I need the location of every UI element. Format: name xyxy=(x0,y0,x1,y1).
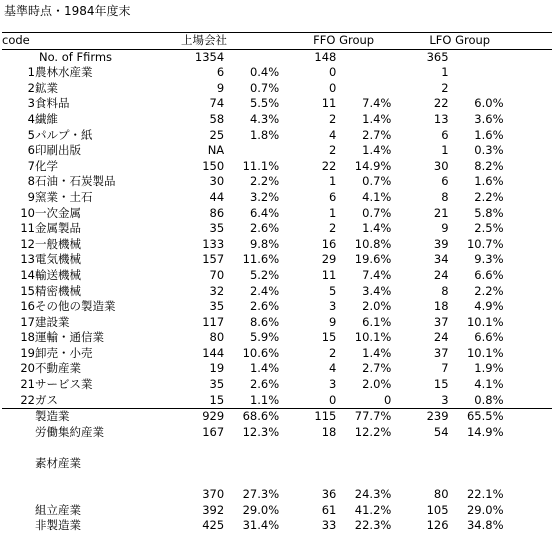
row-ffo-count: 11 xyxy=(321,96,337,111)
row-listed-pct: 5.2% xyxy=(249,267,280,282)
row-lfo-pct xyxy=(449,81,504,97)
row-lfo-pct: 3.6% xyxy=(474,111,504,126)
row-lfo-pct: 10.7% xyxy=(466,236,504,251)
summary-lfo-pct: 22.1% xyxy=(466,487,504,502)
table-row xyxy=(2,174,552,190)
row-code: 16 xyxy=(20,299,35,314)
row-code: 22 xyxy=(2,393,35,409)
row-lfo-pct: 8.2% xyxy=(474,158,504,173)
row-listed-pct: 3.2% xyxy=(249,189,280,204)
row-ffo-count: 9 xyxy=(329,314,337,329)
row-lfo-count: 37 xyxy=(433,345,449,360)
summary-lfo-pct: 14.9% xyxy=(466,424,504,439)
row-listed-count: 6 xyxy=(216,65,225,80)
row-code: 14 xyxy=(20,267,35,282)
row-lfo-count: 3 xyxy=(391,393,448,409)
row-industry-name: 一次金属 xyxy=(34,205,81,220)
row-code: 7 xyxy=(27,158,35,173)
row-listed-pct: 2.2% xyxy=(249,174,280,189)
row-lfo-count: 2 xyxy=(441,80,449,95)
summary-listed-pct: 29.0% xyxy=(242,502,280,517)
row-ffo-count: 15 xyxy=(321,330,337,345)
row-ffo-pct: 0.7% xyxy=(362,174,392,189)
nfirms-lfo: 365 xyxy=(426,49,449,64)
row-industry-name: 運輸・通信業 xyxy=(34,330,104,345)
header-lfo-group: LFO Group xyxy=(391,33,503,50)
row-code: 4 xyxy=(27,111,35,126)
row-ffo-pct xyxy=(336,81,391,97)
row-ffo-pct: 1.4% xyxy=(362,111,392,126)
row-lfo-pct: 9.3% xyxy=(474,252,504,267)
row-listed-pct: 1.1% xyxy=(224,393,279,409)
row-listed-count: 19 xyxy=(209,361,225,376)
row-lfo-count: 8 xyxy=(441,189,449,204)
row-listed-pct: 10.6% xyxy=(242,345,280,360)
row-code: 19 xyxy=(20,345,35,360)
row-industry-name: パルプ・紙 xyxy=(34,127,93,142)
header-listed-companies: 上場会社 xyxy=(167,33,279,50)
summary-listed-pct: 27.3% xyxy=(242,487,280,502)
row-industry-name: 一般機械 xyxy=(34,236,81,251)
row-industry-name: 石油・石炭製品 xyxy=(34,174,116,189)
table-row xyxy=(2,252,552,268)
row-lfo-count: 13 xyxy=(433,111,449,126)
row-ffo-pct: 0 xyxy=(336,393,391,409)
nfirms-row xyxy=(2,49,552,65)
row-lfo-pct: 2.5% xyxy=(474,221,504,236)
table-row xyxy=(2,284,552,300)
summary-listed-count: 167 xyxy=(202,424,225,439)
row-code: 2 xyxy=(27,80,35,95)
row-lfo-pct: 4.9% xyxy=(474,299,504,314)
row-ffo-count: 5 xyxy=(329,283,337,298)
row-industry-name: 印刷出版 xyxy=(34,143,81,158)
summary-label: 製造業 xyxy=(34,409,70,424)
row-lfo-count: 18 xyxy=(433,299,449,314)
summary-label: 非製造業 xyxy=(34,518,81,533)
row-ffo-pct: 7.4% xyxy=(362,96,392,111)
row-lfo-pct xyxy=(449,65,504,81)
summary-label: 組立産業 xyxy=(34,502,81,517)
row-code: 15 xyxy=(20,283,35,298)
row-lfo-pct: 5.8% xyxy=(474,205,504,220)
row-listed-count: 86 xyxy=(209,205,225,220)
row-industry-name: 窯業・土石 xyxy=(34,189,93,204)
row-ffo-pct: 6.1% xyxy=(362,314,392,329)
row-code: 6 xyxy=(27,143,35,158)
row-lfo-pct: 6.6% xyxy=(474,330,504,345)
row-ffo-count: 6 xyxy=(329,189,337,204)
summary-listed-count: 370 xyxy=(202,487,225,502)
row-listed-count: 58 xyxy=(209,111,225,126)
row-lfo-count: 7 xyxy=(441,361,449,376)
table-row xyxy=(2,330,552,346)
row-listed-count: 157 xyxy=(202,252,225,267)
row-code: 18 xyxy=(20,330,35,345)
row-ffo-pct: 3.4% xyxy=(362,283,392,298)
summary-row-materials xyxy=(2,487,552,503)
summary-listed-count: 929 xyxy=(202,409,225,424)
row-lfo-pct: 2.2% xyxy=(474,189,504,204)
row-code: 8 xyxy=(27,174,35,189)
table-body xyxy=(2,49,552,534)
row-code: 21 xyxy=(20,377,35,392)
spacer-row xyxy=(2,472,552,488)
row-listed-pct: 2.4% xyxy=(249,283,280,298)
summary-row-labor-intensive xyxy=(2,425,552,441)
summary-listed-count: 425 xyxy=(202,518,225,533)
row-lfo-count: 37 xyxy=(433,314,449,329)
row-lfo-count: 1 xyxy=(441,65,449,80)
summary-ffo-count: 115 xyxy=(314,409,337,424)
table-row xyxy=(2,65,552,81)
row-listed-pct: 2.6% xyxy=(249,377,280,392)
row-lfo-pct: 0.3% xyxy=(474,143,504,158)
summary-label xyxy=(35,487,167,503)
row-ffo-pct: 10.8% xyxy=(354,236,392,251)
row-listed-pct: 2.6% xyxy=(249,221,280,236)
row-listed-pct: 1.8% xyxy=(249,127,280,142)
row-ffo-count: 3 xyxy=(329,377,337,392)
row-industry-name: 食料品 xyxy=(34,96,70,111)
table-row xyxy=(2,346,552,362)
summary-row-manufacturing xyxy=(2,409,552,425)
row-ffo-pct: 14.9% xyxy=(354,158,392,173)
summary-label: 労働集約産業 xyxy=(34,424,104,439)
row-lfo-pct: 10.1% xyxy=(466,345,504,360)
row-industry-name: 卸売・小売 xyxy=(34,345,93,360)
summary-lfo-pct: 65.5% xyxy=(466,409,504,424)
row-lfo-count: 24 xyxy=(433,330,449,345)
row-lfo-pct: 1.6% xyxy=(474,127,504,142)
row-lfo-count: 22 xyxy=(433,96,449,111)
table-row xyxy=(2,268,552,284)
row-listed-count: 70 xyxy=(209,267,225,282)
summary-ffo-pct: 41.2% xyxy=(354,502,392,517)
page-title: 基準時点・1984年度末 xyxy=(4,4,131,18)
summary-lfo-pct: 29.0% xyxy=(466,502,504,517)
row-industry-name: 建設業 xyxy=(34,314,70,329)
row-ffo-count: 1 xyxy=(329,174,337,189)
summary-row-assembly xyxy=(2,503,552,519)
table-row xyxy=(2,299,552,315)
row-lfo-count: 30 xyxy=(433,158,449,173)
table-row xyxy=(2,190,552,206)
row-lfo-count: 15 xyxy=(433,377,449,392)
summary-ffo-pct: 12.2% xyxy=(354,424,392,439)
row-listed-count: NA xyxy=(207,143,225,158)
summary-lfo-count: 54 xyxy=(433,424,449,439)
row-listed-count: 30 xyxy=(209,174,225,189)
row-lfo-pct: 6.6% xyxy=(474,267,504,282)
row-industry-name: 不動産業 xyxy=(34,361,81,376)
table-row xyxy=(2,393,552,409)
row-listed-pct: 0.7% xyxy=(249,80,280,95)
table-row xyxy=(2,221,552,237)
row-code: 10 xyxy=(20,205,35,220)
row-ffo-pct: 2.7% xyxy=(362,361,392,376)
row-ffo-count: 29 xyxy=(321,252,337,267)
row-ffo-count: 11 xyxy=(321,267,337,282)
row-code: 11 xyxy=(20,221,35,236)
row-ffo-count: 2 xyxy=(329,221,337,236)
row-code: 5 xyxy=(27,127,35,142)
summary-ffo-pct: 22.3% xyxy=(354,518,392,533)
table-row xyxy=(2,377,552,393)
row-listed-pct: 2.6% xyxy=(249,299,280,314)
nfirms-ffo: 148 xyxy=(314,49,337,64)
row-industry-name: ガス xyxy=(35,393,167,409)
row-industry-name: 電気機械 xyxy=(34,252,81,267)
row-listed-pct: 6.4% xyxy=(249,205,280,220)
spacer-row xyxy=(2,440,552,456)
row-lfo-count: 9 xyxy=(441,221,449,236)
row-listed-pct: 5.9% xyxy=(249,330,280,345)
row-code: 12 xyxy=(20,236,35,251)
header-code: code xyxy=(2,33,167,50)
row-ffo-count: 16 xyxy=(321,236,337,251)
summary-listed-pct: 68.6% xyxy=(242,409,280,424)
row-industry-name: その他の製造業 xyxy=(34,299,116,314)
row-ffo-count: 0 xyxy=(329,65,337,80)
table-row xyxy=(2,81,552,97)
row-lfo-count: 34 xyxy=(433,252,449,267)
row-lfo-pct: 1.6% xyxy=(474,174,504,189)
row-ffo-pct: 2.0% xyxy=(362,377,392,392)
row-ffo-count: 2 xyxy=(329,111,337,126)
summary-ffo-count: 18 xyxy=(321,424,337,439)
row-code: 3 xyxy=(27,96,35,111)
summary-lfo-count: 239 xyxy=(426,409,449,424)
row-listed-count: 15 xyxy=(167,393,224,409)
row-lfo-pct: 10.1% xyxy=(466,314,504,329)
summary-listed-count: 392 xyxy=(202,502,225,517)
row-listed-count: 144 xyxy=(202,345,225,360)
row-listed-count: 35 xyxy=(209,377,225,392)
summary-listed-pct: 12.3% xyxy=(242,424,280,439)
row-industry-name: サービス業 xyxy=(34,377,93,392)
row-lfo-pct: 6.0% xyxy=(474,96,504,111)
row-ffo-pct: 2.0% xyxy=(362,299,392,314)
row-lfo-count: 21 xyxy=(433,205,449,220)
nfirms-listed: 1354 xyxy=(194,49,225,64)
row-ffo-pct: 1.4% xyxy=(362,143,392,158)
row-listed-pct: 9.8% xyxy=(249,236,280,251)
row-ffo-pct: 1.4% xyxy=(362,221,392,236)
summary-row-non-manufacturing xyxy=(2,518,552,534)
table-header-row xyxy=(2,33,552,50)
row-listed-pct: 8.6% xyxy=(249,314,280,329)
row-industry-name: 化学 xyxy=(34,158,58,173)
row-lfo-pct: 2.2% xyxy=(474,283,504,298)
row-ffo-count: 3 xyxy=(329,299,337,314)
row-industry-name: 輸送機械 xyxy=(34,267,81,282)
table-row xyxy=(2,237,552,253)
row-code: 13 xyxy=(20,252,35,267)
row-ffo-count: 4 xyxy=(329,361,337,376)
row-listed-count: 117 xyxy=(202,314,225,329)
row-code: 9 xyxy=(27,189,35,204)
row-lfo-pct: 1.9% xyxy=(474,361,504,376)
summary-lfo-count: 126 xyxy=(426,518,449,533)
row-listed-count: 35 xyxy=(209,299,225,314)
table-row xyxy=(2,128,552,144)
row-listed-count: 80 xyxy=(209,330,225,345)
row-lfo-count: 39 xyxy=(433,236,449,251)
materials-label: 素材産業 xyxy=(34,456,81,471)
row-code: 17 xyxy=(20,314,35,329)
row-lfo-count: 6 xyxy=(441,127,449,142)
row-ffo-pct xyxy=(336,65,391,81)
table-row xyxy=(2,143,552,159)
row-lfo-count: 24 xyxy=(433,267,449,282)
row-ffo-pct: 4.1% xyxy=(362,189,392,204)
row-listed-count: 150 xyxy=(202,158,225,173)
row-listed-count: 32 xyxy=(209,283,225,298)
row-ffo-count: 2 xyxy=(329,143,337,158)
row-ffo-count: 2 xyxy=(329,345,337,360)
table-row xyxy=(2,96,552,112)
row-ffo-count: 22 xyxy=(321,158,337,173)
row-ffo-count: 1 xyxy=(329,205,337,220)
row-listed-count: 74 xyxy=(209,96,225,111)
row-listed-count: 44 xyxy=(209,189,225,204)
row-ffo-pct: 19.6% xyxy=(354,252,392,267)
row-code: 20 xyxy=(20,361,35,376)
row-ffo-pct: 0.7% xyxy=(362,205,392,220)
row-listed-count: 35 xyxy=(209,221,225,236)
row-listed-pct: 4.3% xyxy=(249,111,280,126)
table-row xyxy=(2,315,552,331)
summary-ffo-pct: 24.3% xyxy=(354,487,392,502)
summary-ffo-pct: 77.7% xyxy=(354,409,392,424)
row-listed-pct: 0.4% xyxy=(249,65,280,80)
header-ffo-group: FFO Group xyxy=(279,33,391,50)
row-industry-name: 精密機械 xyxy=(34,283,81,298)
row-listed-pct: 11.1% xyxy=(242,158,280,173)
row-industry-name: 鉱業 xyxy=(34,80,58,95)
summary-row-materials-label xyxy=(2,456,552,472)
row-lfo-count: 1 xyxy=(441,143,449,158)
row-industry-name: 繊維 xyxy=(34,111,58,126)
row-industry-name: 農林水産業 xyxy=(34,65,93,80)
row-ffo-pct: 2.7% xyxy=(362,127,392,142)
row-lfo-pct: 0.8% xyxy=(449,393,504,409)
row-lfo-count: 8 xyxy=(441,283,449,298)
row-listed-count: 9 xyxy=(216,80,225,95)
row-industry-name: 金属製品 xyxy=(34,221,81,236)
row-ffo-count: 0 xyxy=(279,393,336,409)
row-lfo-count: 6 xyxy=(441,174,449,189)
row-listed-pct: 5.5% xyxy=(249,96,280,111)
summary-ffo-count: 36 xyxy=(321,487,337,502)
row-listed-pct: 1.4% xyxy=(249,361,280,376)
summary-lfo-pct: 34.8% xyxy=(466,518,504,533)
summary-lfo-count: 80 xyxy=(433,487,449,502)
row-lfo-pct: 4.1% xyxy=(474,377,504,392)
summary-listed-pct: 31.4% xyxy=(242,518,280,533)
row-listed-pct xyxy=(224,143,279,159)
table-row xyxy=(2,159,552,175)
row-listed-count: 133 xyxy=(202,236,225,251)
summary-ffo-count: 61 xyxy=(321,502,337,517)
row-listed-count: 25 xyxy=(209,127,225,142)
row-ffo-pct: 1.4% xyxy=(362,345,392,360)
summary-lfo-count: 105 xyxy=(426,502,449,517)
summary-ffo-count: 33 xyxy=(321,518,337,533)
row-code: 1 xyxy=(27,65,35,80)
row-ffo-pct: 7.4% xyxy=(362,267,392,282)
row-listed-pct: 11.6% xyxy=(242,252,280,267)
industry-table xyxy=(2,32,552,534)
row-ffo-count: 0 xyxy=(329,80,337,95)
table-row xyxy=(2,206,552,222)
row-ffo-pct: 10.1% xyxy=(354,330,392,345)
row-ffo-count: 4 xyxy=(329,127,337,142)
nfirms-label: No. of Ffirms xyxy=(38,49,113,64)
table-row xyxy=(2,112,552,128)
table-row xyxy=(2,361,552,377)
